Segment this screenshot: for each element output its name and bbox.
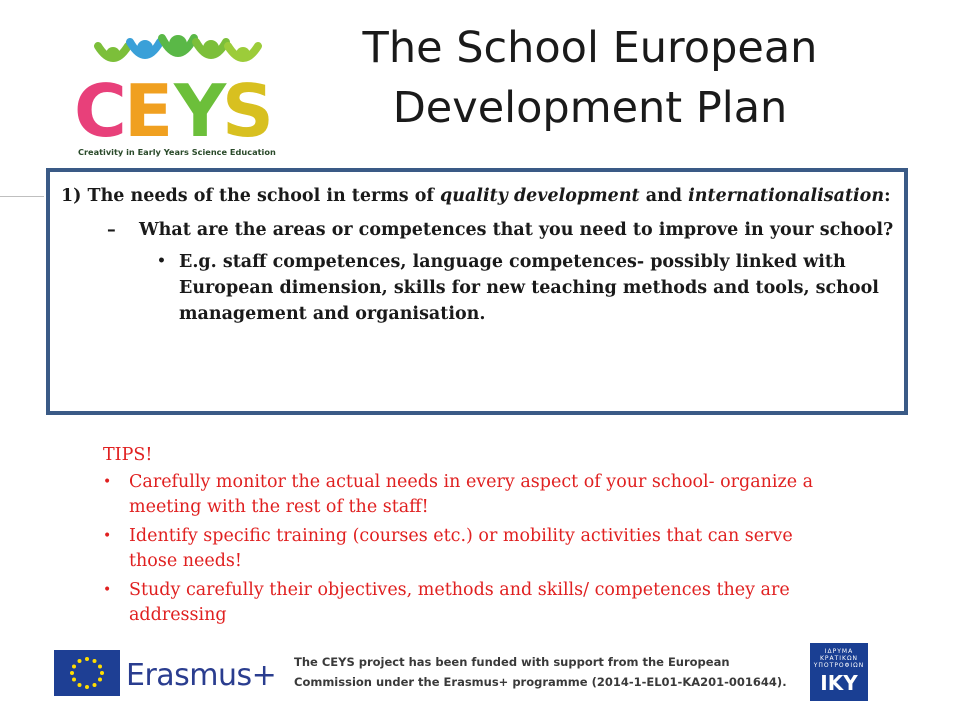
bullet-marker: • xyxy=(157,253,166,269)
bullet-marker: • xyxy=(103,528,112,544)
ceys-logo xyxy=(68,28,278,163)
tip-text: Study carefully their objectives, methods and skills/ competences they are addressing xyxy=(129,580,790,625)
funding-line-2: Commission under the Erasmus+ programme (2014-1-EL01-KA201-001644). xyxy=(294,675,787,689)
needs-intro: 1) The needs of the school in terms of quality development and internationalisation: xyxy=(61,186,891,206)
needs-example-text: E.g. staff competences, language competences- possibly linked with European dimension, skills for new teaching methods and tools, school management and organisation. xyxy=(179,252,879,324)
bullet-marker: • xyxy=(103,474,112,490)
tip-item xyxy=(103,470,823,520)
logo-letter-s: S xyxy=(222,69,274,153)
dash-marker: – xyxy=(107,220,116,240)
iky-small-line-3: ΥΠΟΤΡΟΦΙΩΝ xyxy=(813,662,865,669)
iky-wordmark: IKY xyxy=(820,671,858,695)
erasmus-plus-logo: Erasmus+ xyxy=(126,658,277,693)
footer xyxy=(54,640,874,704)
page-title-line-2: Development Plan xyxy=(392,83,788,133)
needs-box xyxy=(46,168,908,415)
logo-letter-c: C xyxy=(74,69,127,153)
tip-text: Carefully monitor the actual needs in every aspect of your school- organize a meeting with the rest of the staff! xyxy=(129,472,814,517)
funding-line-1: The CEYS project has been funded with support from the European xyxy=(294,655,730,669)
page-title-line-1: The School European xyxy=(362,23,818,73)
tip-item xyxy=(103,578,823,628)
page-title xyxy=(330,18,850,138)
needs-example xyxy=(157,249,894,327)
eu-flag-icon xyxy=(54,650,120,696)
needs-question-text: What are the areas or competences that you need to improve in your school? xyxy=(139,220,894,240)
iky-small-line-2: ΚΡΑΤΙΚΩΝ xyxy=(819,655,859,662)
logo-letter-y: Y xyxy=(174,69,227,153)
tips-section xyxy=(103,443,823,632)
logo-letter-e: E xyxy=(124,69,174,153)
tip-text: Identify specific training (courses etc.) or mobility activities that can serve those needs! xyxy=(129,526,793,571)
logo-tagline: Creativity in Early Years Science Education xyxy=(78,147,276,157)
tips-heading: TIPS! xyxy=(103,445,153,465)
figures-icon xyxy=(98,35,258,61)
ceys-logo-graphic xyxy=(68,28,278,163)
bullet-marker: • xyxy=(103,582,112,598)
needs-question xyxy=(107,217,894,243)
iky-small-line-1: ΙΔΡΥΜΑ xyxy=(824,648,854,655)
divider xyxy=(0,196,44,197)
funding-notice xyxy=(294,652,794,692)
iky-logo xyxy=(810,643,868,701)
tip-item xyxy=(103,524,823,574)
